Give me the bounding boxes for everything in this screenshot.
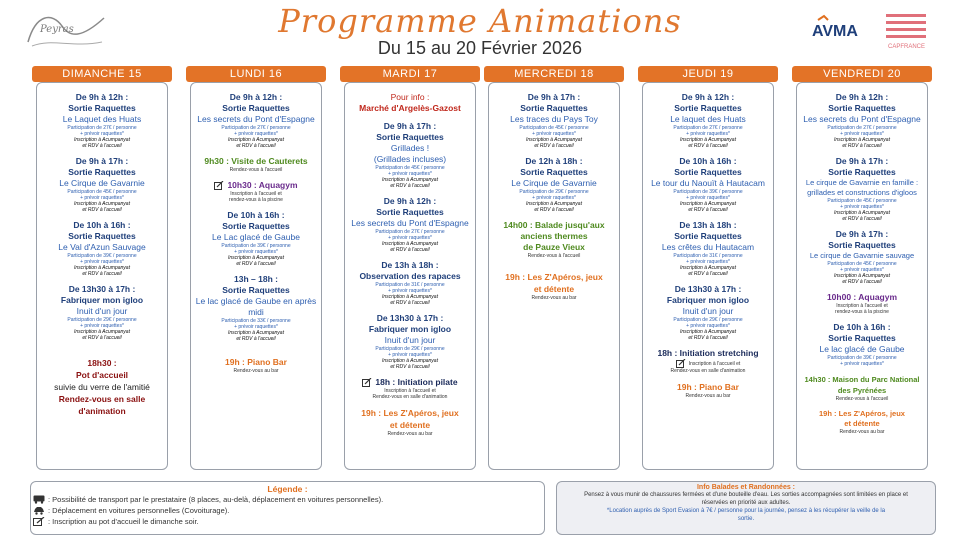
activity-signup: Inscription à Acumpanyat: [834, 137, 890, 143]
activity-type: Sortie Raquettes: [222, 221, 290, 231]
activity-block: [491, 271, 617, 301]
activity-type: Sortie Raquettes: [376, 132, 444, 142]
day-header: MERCREDI 18: [484, 66, 624, 82]
activity-title: 14h00 : Balade jusqu'aux: [503, 220, 605, 230]
activity-block: [645, 92, 771, 149]
activity-note: + prévoir raquettes*: [532, 131, 576, 137]
activity-block: [799, 92, 925, 149]
legend-item: [33, 494, 544, 505]
activity-meeting: Rendez-vous à l'accueil: [229, 167, 283, 173]
activity-block: [347, 121, 473, 189]
activity-type: Sortie Raquettes: [68, 167, 136, 177]
activity-block: [491, 92, 617, 149]
activity-price: Participation de 31€ / personne: [375, 282, 445, 288]
activity-title-line2: anciens thermes: [520, 231, 588, 241]
activity-block: [347, 377, 473, 400]
activity-signup: Inscription à l'accueil et: [688, 360, 741, 367]
activity-type: Fabriquer mon igloo: [368, 324, 452, 334]
day-header: DIMANCHE 15: [32, 66, 172, 82]
activity-title: Le cirque de Gavarnie en famille : grillades et constructions d'igloos: [805, 178, 919, 197]
activity-type: Sortie Raquettes: [222, 285, 290, 295]
activity-title: 19h : Piano Bar: [225, 357, 287, 367]
activity-title-line2: des Pyrénées: [837, 386, 887, 395]
activity-type: Observation des rapaces: [359, 271, 461, 281]
activity-title: 10h00 : Aquagym: [826, 292, 898, 302]
activity-signup: Inscription à Acumpanyat: [834, 273, 890, 279]
activity-block: [193, 180, 319, 203]
day-column-wednesday: [484, 66, 624, 470]
activity-signup: Inscription à l'accueil et: [836, 303, 888, 309]
activity-title: Le lac glacé de Gaube: [819, 344, 905, 354]
activity-title: Le Cirque de Gavarnie: [511, 178, 597, 188]
capfrance-logo-icon: [884, 10, 928, 54]
activity-title: Le Val d'Azun Sauvage: [58, 242, 146, 252]
activity-meeting: et RDV à l'accueil: [688, 271, 728, 277]
legend-box: [30, 481, 545, 535]
activity-time: De 9h à 17h :: [75, 156, 129, 166]
activity-price: Participation de 29€ / personne: [519, 189, 589, 195]
activity-block: [799, 292, 925, 315]
activity-title: 19h : Les Z'Apéros, jeux: [361, 408, 459, 418]
avma-logo-icon: [808, 14, 864, 44]
activity-signup: Inscription à Acumpanyat: [74, 201, 130, 207]
activity-block: [347, 313, 473, 370]
activity-type: Sortie Raquettes: [376, 207, 444, 217]
activity-type: Sortie Raquettes: [674, 103, 742, 113]
signup-icon: [214, 181, 224, 190]
activity-title: Les secrets du Pont d'Espagne: [351, 218, 469, 228]
activity-time: De 10h à 16h :: [679, 156, 737, 166]
activity-signup: Inscription à Acumpanyat: [74, 329, 130, 335]
activity-note: + prévoir raquettes*: [840, 204, 884, 210]
activity-price: Participation de 27€ / personne: [673, 125, 743, 131]
activity-time: De 9h à 17h :: [835, 229, 889, 239]
activity-title: Grillades !: [390, 143, 430, 153]
activity-price: Participation de 27€ / personne: [221, 125, 291, 131]
activity-meeting: et RDV à l'accueil: [390, 247, 430, 253]
activity-meeting: et RDV à l'accueil: [82, 335, 122, 341]
info-note-line2: sortie.: [737, 516, 755, 522]
activity-meeting: et RDV à l'accueil: [842, 279, 882, 285]
activity-signup: Inscription à Acumpanyat: [382, 294, 438, 300]
activity-signup: Inscription à Acumpanyat: [680, 201, 736, 207]
activity-block: [193, 210, 319, 267]
day-activities: [488, 82, 620, 470]
activity-block: [645, 156, 771, 213]
activity-signup: Inscription à Acumpanyat: [74, 265, 130, 271]
activity-note: + prévoir raquettes*: [234, 324, 278, 330]
activity-title: Inuit d'un jour: [682, 306, 734, 316]
activity-type: Fabriquer mon igloo: [60, 295, 144, 305]
activity-subtitle: et détente: [844, 419, 880, 428]
day-header: MARDI 17: [340, 66, 480, 82]
activity-block: [39, 156, 165, 213]
day-column-thursday: [638, 66, 778, 470]
activity-meeting: et RDV à l'accueil: [390, 364, 430, 370]
activity-block: [799, 229, 925, 285]
page-header: [0, 0, 960, 62]
activity-note: + prévoir raquettes*: [234, 249, 278, 255]
day-column-friday: [792, 66, 932, 470]
activity-signup: Inscription à Acumpanyat: [382, 358, 438, 364]
activity-note: + prévoir raquettes*: [80, 323, 124, 329]
activity-signup: Inscription à Acumpanyat: [680, 329, 736, 335]
activity-block: [645, 284, 771, 341]
activity-signup: Inscription à Acumpanyat: [228, 255, 284, 261]
activity-title: 19h : Piano Bar: [677, 382, 739, 392]
activity-time: De 12h à 18h :: [525, 156, 583, 166]
activity-meeting: et RDV à l'accueil: [688, 143, 728, 149]
activity-price: Participation de 45€ / personne: [827, 198, 897, 204]
activity-title: Le lac glacé de Gaube en après midi: [195, 296, 317, 317]
activity-title: Le Laquet des Huats: [62, 114, 142, 124]
market-info-block: [347, 92, 473, 114]
activity-subtitle: (Grillades incluses): [373, 154, 447, 164]
activity-note: + prévoir raquettes*: [840, 267, 884, 273]
activity-meeting: et RDV à l'accueil: [82, 207, 122, 213]
activity-block: [193, 356, 319, 374]
activity-time: De 9h à 17h :: [383, 121, 437, 131]
svg-text:CAPFRANCE: CAPFRANCE: [888, 44, 926, 50]
activity-price: Participation de 45€ / personne: [67, 189, 137, 195]
activity-note: + prévoir raquettes*: [686, 195, 730, 201]
activity-title: 10h30 : Aquagym: [227, 180, 298, 190]
activity-block: [39, 92, 165, 149]
page-title: Programme Animations: [278, 2, 682, 40]
activity-signup: Inscription à Acumpanyat: [74, 137, 130, 143]
activity-meeting: et RDV à l'accueil: [688, 335, 728, 341]
svg-text:Peyras: Peyras: [40, 24, 74, 35]
activity-price: Participation de 39€ / personne: [67, 253, 137, 259]
activity-price: Participation de 27€ / personne: [375, 229, 445, 235]
activity-time: De 9h à 12h :: [681, 92, 735, 102]
activity-signup: Inscription à Acumpanyat: [680, 137, 736, 143]
activity-note: + prévoir raquettes*: [686, 259, 730, 265]
activity-price: Participation de 39€ / personne: [827, 355, 897, 361]
info-title: Info Balades et Randonnées :: [696, 484, 796, 491]
day-header: VENDREDI 20: [792, 66, 932, 82]
day-activities: [344, 82, 476, 470]
welcome-room: d'animation: [78, 406, 126, 416]
activity-type: Sortie Raquettes: [828, 240, 896, 250]
activity-meeting: et RDV à l'accueil: [236, 261, 276, 267]
activity-price: Participation de 31€ / personne: [673, 253, 743, 259]
activity-type: Sortie Raquettes: [520, 103, 588, 113]
activity-note: + prévoir raquettes*: [388, 352, 432, 358]
activity-type: Sortie Raquettes: [828, 333, 896, 343]
activity-note: + prévoir raquettes*: [388, 171, 432, 177]
activity-time: De 13h30 à 17h :: [674, 284, 742, 294]
activity-block: [645, 348, 771, 374]
activity-block: [799, 409, 925, 435]
activity-title: 14h30 : Maison du Parc National: [804, 375, 920, 384]
activity-signup: Inscription à Acumpanyat: [680, 265, 736, 271]
activity-meeting: et RDV à l'accueil: [82, 271, 122, 277]
activity-type: Sortie Raquettes: [828, 167, 896, 177]
activity-subtitle: et détente: [389, 420, 431, 430]
activity-price: Participation de 45€ / personne: [375, 165, 445, 171]
activity-block: [491, 220, 617, 259]
activity-signup: Inscription à Acumpanyat: [382, 241, 438, 247]
legend-text: : Possibilité de transport par le prestataire (8 places, au-delà, déplacement en voitures personnelles).: [48, 495, 384, 504]
info-text: Pensez à vous munir de chaussures fermées et d'une bouteille d'eau. Les sorties accompagnées sont limitées en place et: [584, 492, 908, 498]
activity-meeting: et RDV à l'accueil: [688, 207, 728, 213]
activity-time: De 10h à 16h :: [227, 210, 285, 220]
activity-price: Participation de 29€ / personne: [375, 346, 445, 352]
activity-block: [347, 196, 473, 253]
activity-title: Les secrets du Pont d'Espagne: [197, 114, 315, 124]
legend-text: : Inscription au pot d'accueil le dimanche soir.: [48, 517, 199, 526]
signup-icon: [33, 517, 45, 526]
activity-note: + prévoir raquettes*: [80, 131, 124, 137]
activity-meeting: et RDV à l'accueil: [534, 143, 574, 149]
day-column-monday: [186, 66, 326, 470]
activity-title: 19h : Les Z'Apéros, jeux: [819, 409, 905, 418]
activity-title: 9h30 : Visite de Cauterets: [204, 156, 308, 166]
avma-logo: [808, 14, 864, 44]
legend-item: [33, 505, 544, 516]
day-activities: [642, 82, 774, 470]
welcome-time: 18h30 :: [87, 358, 117, 368]
activity-time: De 13h à 18h :: [381, 260, 439, 270]
info-box: [556, 481, 936, 535]
activity-block: [645, 220, 771, 277]
activity-price: Participation de 27€ / personne: [827, 125, 897, 131]
activity-price: Participation de 39€ / personne: [221, 243, 291, 249]
activity-block: [193, 156, 319, 173]
activity-time: De 9h à 12h :: [75, 92, 129, 102]
activity-signup: Inscription à Acumpanyat: [834, 210, 890, 216]
activity-meeting: et RDV à l'accueil: [842, 216, 882, 222]
activity-price: Participation de 45€ / personne: [827, 261, 897, 267]
activity-meeting: rendez-vous à la piscine: [229, 197, 283, 203]
welcome-title: Pot d'accueil: [75, 370, 129, 380]
activity-price: Participation de 27€ / personne: [67, 125, 137, 131]
activity-price: Participation de 33€ / personne: [221, 318, 291, 324]
activity-meeting: Rendez-vous en salle d'animation: [372, 394, 448, 400]
activity-title: Le cirque de Gavarnie sauvage: [809, 251, 915, 260]
activity-meeting: Rendez-vous au bar: [685, 393, 731, 399]
day-activities: [190, 82, 322, 470]
activity-title: Le laquet des Huats: [670, 114, 746, 124]
activity-time: De 9h à 12h :: [229, 92, 283, 102]
activity-title: 18h : Initiation pilate: [375, 377, 458, 387]
activity-meeting: rendez-vous à la piscine: [835, 309, 889, 315]
activity-block: [193, 92, 319, 149]
activity-signup: Inscription à Acumpanyat: [228, 330, 284, 336]
activity-time: De 9h à 17h :: [527, 92, 581, 102]
legend-title: Légende :: [267, 484, 308, 494]
activity-meeting: Rendez-vous à l'accueil: [527, 253, 581, 259]
activity-time: De 13h à 18h :: [679, 220, 737, 230]
capfrance-logo: [884, 10, 928, 54]
activity-price: Participation de 39€ / personne: [673, 189, 743, 195]
activity-meeting: Rendez-vous au bar: [233, 368, 279, 374]
activity-meeting: et RDV à l'accueil: [236, 143, 276, 149]
activity-meeting: et RDV à l'accueil: [534, 207, 574, 213]
activity-block: [799, 374, 925, 402]
activity-block: [799, 322, 925, 367]
activity-block: [347, 260, 473, 306]
activity-note: + prévoir raquettes*: [686, 323, 730, 329]
car-icon: [33, 506, 45, 515]
activity-note: + prévoir raquettes*: [686, 131, 730, 137]
activity-signup: Inscription à Acumpanyat: [526, 201, 582, 207]
day-activities: [796, 82, 928, 470]
activity-title: Le Lac glacé de Gaube: [212, 232, 300, 242]
welcome-meeting: Rendez-vous en salle: [58, 394, 146, 404]
activity-block: [491, 156, 617, 213]
activity-title: Inuit d'un jour: [384, 335, 436, 345]
activity-price: Participation de 45€ / personne: [519, 125, 589, 131]
svg-text:AVMA: AVMA: [812, 23, 858, 40]
activity-time: De 13h30 à 17h :: [376, 313, 444, 323]
activity-time: De 10h à 16h :: [73, 220, 131, 230]
activity-title: Le tour du Naouït à Hautacam: [651, 178, 765, 188]
activity-block: [645, 381, 771, 399]
activity-type: Sortie Raquettes: [674, 231, 742, 241]
activity-meeting: et RDV à l'accueil: [82, 143, 122, 149]
activity-note: + prévoir raquettes*: [388, 235, 432, 241]
signup-icon: [676, 359, 686, 368]
activity-block: [39, 284, 165, 341]
activity-time: De 9h à 12h :: [835, 92, 889, 102]
activity-note: + prévoir raquettes*: [80, 195, 124, 201]
activity-title: Les secrets du Pont d'Espagne: [803, 114, 921, 124]
activity-time: De 9h à 12h :: [383, 196, 437, 206]
day-header: LUNDI 16: [186, 66, 326, 82]
page-subtitle: Du 15 au 20 Février 2026: [377, 38, 583, 58]
legend-text: : Déplacement en voitures personnelles (Covoiturage).: [48, 506, 230, 515]
welcome-drink-block: [39, 357, 165, 417]
activity-time: 13h – 18h :: [234, 274, 278, 284]
activity-meeting: et RDV à l'accueil: [390, 300, 430, 306]
day-column-tuesday: [340, 66, 480, 470]
activity-block: [799, 156, 925, 222]
activity-meeting: et RDV à l'accueil: [842, 143, 882, 149]
activity-subtitle: et détente: [533, 284, 575, 294]
info-text-line2: réservées en priorité aux adultes.: [701, 500, 791, 506]
activity-type: Sortie Raquettes: [68, 231, 136, 241]
activity-signup: Inscription à l'accueil et: [384, 388, 436, 394]
market-label: Pour info :: [390, 92, 430, 102]
day-activities: [36, 82, 168, 470]
activity-price: Participation de 29€ / personne: [67, 317, 137, 323]
activity-title: Les traces du Pays Toy: [510, 114, 598, 124]
market-title: Marché d'Argelès-Gazost: [359, 103, 461, 113]
activity-price: Participation de 29€ / personne: [673, 317, 743, 323]
activity-meeting: Rendez-vous au bar: [839, 429, 885, 435]
info-note: *Location auprès de Sport Evasion à 7€ / personne pour la journée, pensez à les récupérer la veille de la: [606, 508, 886, 514]
activity-meeting: Rendez-vous à l'accueil: [835, 396, 889, 402]
activity-title: 19h : Les Z'Apéros, jeux: [505, 272, 603, 282]
activity-block: [193, 274, 319, 342]
welcome-subtitle: suivie du verre de l'amitié: [54, 382, 150, 392]
activity-type: Fabriquer mon igloo: [666, 295, 750, 305]
activity-title: Le Cirque de Gavarnie: [59, 178, 145, 188]
activity-type: Sortie Raquettes: [222, 103, 290, 113]
legend-item: [33, 516, 544, 527]
activity-meeting: Rendez-vous au bar: [387, 431, 433, 437]
activity-title-line3: de Pauze Vieux: [523, 242, 585, 252]
activity-type: Sortie Raquettes: [674, 167, 742, 177]
activity-title: 18h : Initiation stretching: [657, 348, 759, 358]
activity-type: Sortie Raquettes: [68, 103, 136, 113]
activity-time: De 13h30 à 17h :: [68, 284, 136, 294]
day-column-sunday: [32, 66, 172, 470]
activity-type: Sortie Raquettes: [520, 167, 588, 177]
activity-meeting: Rendez-vous au bar: [531, 295, 577, 301]
activity-meeting: et RDV à l'accueil: [236, 336, 276, 342]
activity-signup: Inscription à l'accueil et: [230, 191, 282, 197]
activity-title: Inuit d'un jour: [76, 306, 128, 316]
activity-title: Les crêtes du Hautacam: [661, 242, 755, 252]
activity-signup: Inscription à Acumpanyat: [228, 137, 284, 143]
activity-block: [39, 220, 165, 277]
activity-note: + prévoir raquettes*: [532, 195, 576, 201]
activity-note: + prévoir raquettes*: [234, 131, 278, 137]
activity-signup: Inscription à Acumpanyat: [382, 177, 438, 183]
activity-time: De 10h à 16h :: [833, 322, 891, 332]
bus-icon: [33, 495, 45, 504]
activity-meeting: et RDV à l'accueil: [390, 183, 430, 189]
activity-time: De 9h à 17h :: [835, 156, 889, 166]
activity-signup: Inscription à Acumpanyat: [526, 137, 582, 143]
activity-meeting: Rendez-vous en salle d'animation: [670, 368, 746, 374]
activity-type: Sortie Raquettes: [828, 103, 896, 113]
day-header: JEUDI 19: [638, 66, 778, 82]
signup-icon: [362, 378, 372, 387]
activity-note: + prévoir raquettes*: [80, 259, 124, 265]
activity-note: + prévoir raquettes*: [840, 131, 884, 137]
activity-note: + prévoir raquettes*: [388, 288, 432, 294]
activity-note: + prévoir raquettes*: [840, 361, 884, 367]
activity-block: [347, 407, 473, 437]
